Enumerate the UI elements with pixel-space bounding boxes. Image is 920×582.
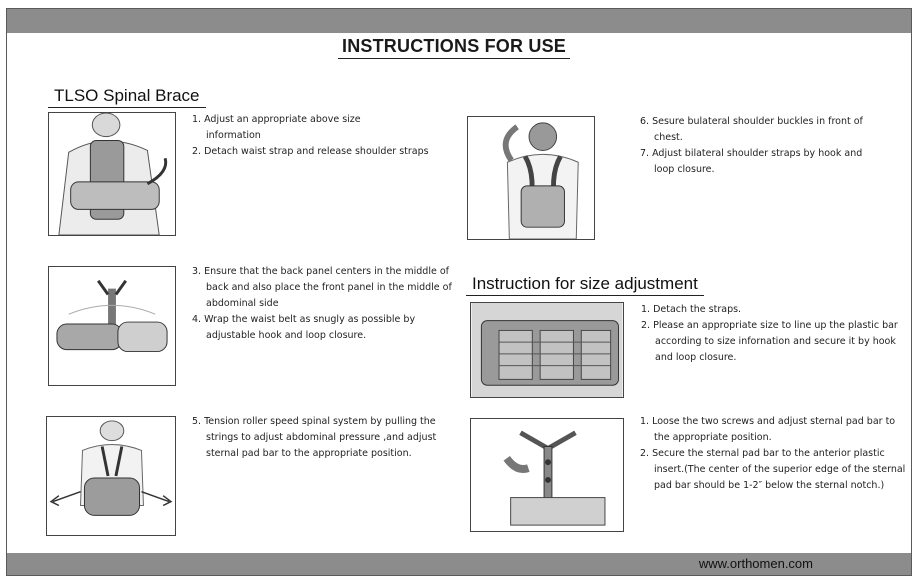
website-link[interactable]: www.orthomen.com [698,556,813,571]
shoulder-buckles-illustration [468,117,594,239]
section-title-size: Instruction for size adjustment [466,274,704,296]
page-title: INSTRUCTIONS FOR USE [338,36,570,59]
bottom-bar [7,553,911,575]
step-6-line-1: 6. Sesure bulateral shoulder buckles in front of [640,116,863,127]
step-3-line-1: 3. Ensure that the back panel centers in the middle of [192,266,449,277]
size-step-2-line-2: according to size infornation and secure it by hook [655,336,896,347]
sternal-step-1-line-2: the appropriate position. [654,432,772,443]
sternal-steps [640,414,905,494]
size-step-1-line-1: 1. Detach the straps. [641,304,742,315]
step-4-line-1: 4. Wrap the waist belt as snugly as possible by [192,314,416,325]
section-title-brace: TLSO Spinal Brace [48,86,206,108]
sternal-step-2-line-1: 2. Secure the sternal pad bar to the anterior plastic [640,448,885,459]
photo-sternal-pad [470,418,624,532]
sternal-step-2-line-3: pad bar should be 1-2″ below the sternal notch.) [654,480,885,491]
step-7-line-1: 7. Adjust bilateral shoulder straps by hook and [640,148,863,159]
photo-shoulder-buckles [467,116,595,240]
step-5-line-1: 5. Tension roller speed spinal system by pulling the [192,416,436,427]
step-6-7 [640,114,863,178]
size-step-2-line-1: 2. Please an appropriate size to line up the plastic bar [641,320,898,331]
size-bar-illustration [471,303,623,397]
step-3-4 [192,264,452,344]
step-5-line-2: strings to adjust abdominal pressure ,and adjust [206,432,437,443]
sternal-pad-illustration [471,419,623,531]
sternal-step-1-line-1: 1. Loose the two screws and adjust sternal pad bar to [640,416,896,427]
step-3-line-2: back and also place the front panel in the middle of [206,282,452,293]
photo-tension-pull [46,416,176,536]
step-1-line-2: information [206,130,261,141]
step-7-line-2: loop closure. [654,164,715,175]
tension-pull-illustration [47,417,175,535]
step-1-line-1: 1. Adjust an appropriate above size [192,114,361,125]
step-4-line-2: adjustable hook and loop closure. [206,330,367,341]
step-5 [192,414,436,462]
back-view-illustration [49,113,175,235]
step-5-line-3: sternal pad bar to the appropriate position. [206,448,412,459]
photo-size-bar [470,302,624,398]
step-3-line-3: abdominal side [206,298,279,309]
step-2-line-1: 2. Detach waist strap and release shoulder straps [192,146,429,157]
step-6-line-2: chest. [654,132,683,143]
photo-back-view [48,112,176,236]
photo-front-wrap [48,266,176,386]
sternal-step-2-line-2: insert.(The center of the superior edge of the sternal [654,464,906,475]
front-wrap-illustration [49,267,175,385]
size-step-2-line-3: and loop closure. [655,352,737,363]
size-step-1-2 [641,302,898,366]
step-1-2 [192,112,429,160]
top-bar [7,9,911,33]
